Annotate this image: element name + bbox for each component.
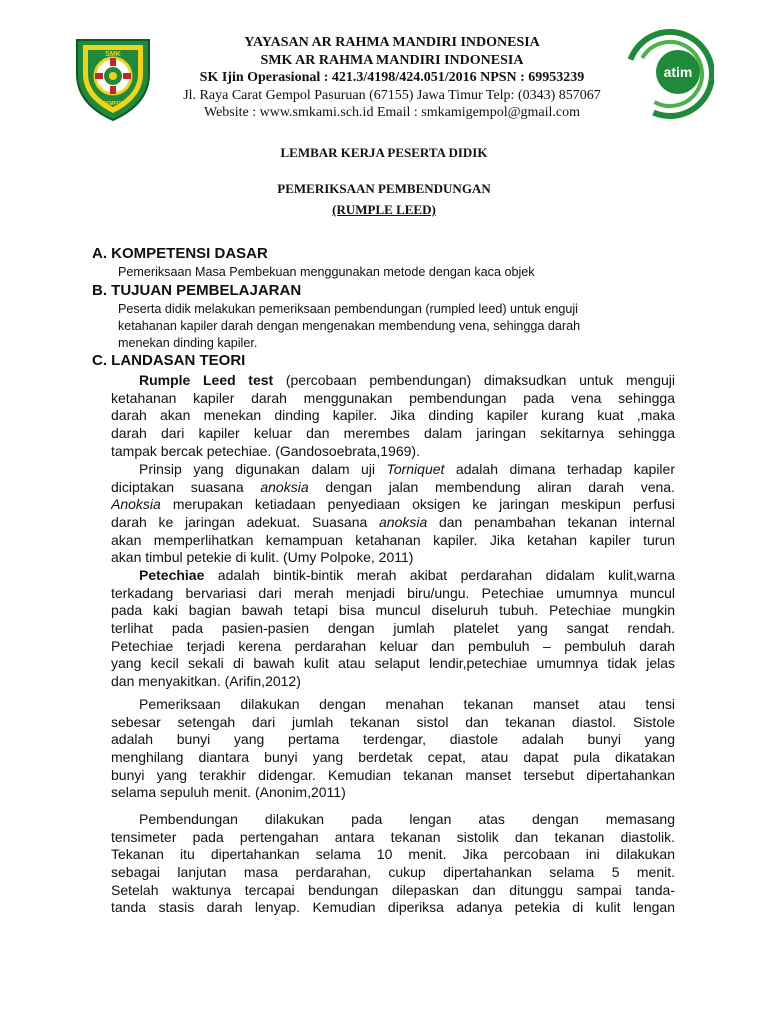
topic-subtitle: (RUMPLE LEED) (332, 202, 436, 217)
text-line: diciptakan suasana anoksia dengan jalan membendung aliran darah vena. (111, 478, 675, 495)
section-c-heading: C. LANDASAN TEORI (92, 352, 246, 369)
academy-logo (622, 24, 714, 124)
text-line: Rumple Leed test (percobaan pembendungan) dimaksudkan untuk menguji (139, 372, 675, 388)
text-line: pada kaki bagian bawah tetapi bisa muncul diseluruh tubuh. Petechiae mungkin (111, 602, 675, 619)
text-line: sebagai lanjutan masa perdarahan, cukup dipertahankan selama 5 menit. (111, 864, 675, 881)
text-line: selama sepuluh menit. (Anonim,2011) (111, 784, 346, 801)
school-logo (69, 34, 157, 124)
paragraph-pemeriksaan (111, 696, 675, 802)
text-line: Setelah waktunya tercapai bendungan dilepaskan dan ditunggu sampai tanda- (111, 881, 675, 898)
text-line: tanda stasis darah lenyap. Kemudian diperiksa adanya petekia di kulit lengan (111, 899, 675, 916)
text-line: yang kecil sekali di bawah kulit atau selaput lendir,petechiae umumnya tidak jelas (111, 655, 675, 672)
term-bold: Petechiae (139, 567, 205, 583)
text-line: darah ke jaringan adekuat. Suasana anoksia dan penambahan tekanan internal (111, 514, 675, 531)
svg-text:SMK: SMK (105, 51, 121, 58)
text-line: tensimeter pada pertengahan antara tekanan sistolik dan tekanan diastolik. (111, 828, 675, 845)
section-b-heading: B. TUJUAN PEMBELAJARAN (92, 282, 302, 299)
paragraph-pembendungan (111, 811, 675, 917)
worksheet-title: LEMBAR KERJA PESERTA DIDIK (280, 145, 488, 160)
text-line: Prinsip yang digunakan dalam uji Torniquet adalah dimana terhadap kapiler (139, 461, 675, 477)
section-a-text: Pemeriksaan Masa Pembekuan menggunakan metode dengan kaca objek (118, 265, 535, 279)
topic-title: PEMERIKSAAN PEMBENDUNGAN (277, 181, 491, 196)
paragraph-petechiae (111, 567, 675, 691)
letterhead (0, 0, 768, 130)
school-name: SMK AR RAHMA MANDIRI INDONESIA (260, 52, 524, 68)
letterhead-text (150, 34, 634, 122)
svg-text:GEMPOL: GEMPOL (102, 101, 124, 107)
contact-line: Website : www.smkami.sch.id Email : smkamigempol@gmail.com (204, 105, 580, 120)
text-line: bunyi yang terakhir didengar. Kemudian tekanan manset tersebut dipertahankan (111, 766, 675, 783)
paragraph-rumple-leed (111, 372, 675, 460)
svg-text:atim: atim (663, 64, 693, 80)
address-line: Jl. Raya Carat Gempol Pasuruan (67155) Jawa Timur Telp: (0343) 857067 (183, 87, 601, 103)
text-line: akan timbul petekie di kulit. (Umy Polpoke, 2011) (111, 549, 414, 566)
text-line: ketahanan kapiler darah menggunakan pembendungan pada vena sehingga (111, 389, 675, 406)
text-line: dan menyakitkan. (Arifin,2012) (111, 673, 301, 690)
text-line: Pembendungan dilakukan pada lengan atas dengan memasang (139, 811, 675, 827)
text-line: darah dari kapiler keluar dan merembes dalam jaringan sekitarnya sehingga (111, 425, 675, 442)
text-line: tampak bercak petechiae. (Gandosoebrata,1969). (111, 442, 420, 459)
text-line: Petechiae adalah bintik-bintik merah akibat perdarahan didalam kulit,warna (139, 567, 675, 583)
text-line: sebesar setengah dari jumlah tekanan sistol dan tekanan diastol. Sistole (111, 713, 675, 730)
text-line: akan memperlihatkan kemampuan ketahanan kapiler. Jika ketahan kapiler turun (111, 531, 675, 548)
text-line: menekan dinding kapiler. (118, 336, 258, 350)
text-line: menghilang diantara bunyi yang berdetak cepat, atau dapat pula dikatakan (111, 749, 675, 766)
paragraph-prinsip (111, 461, 675, 567)
text-line: Petechiae terjadi kerena perdarahan keluar dan pembuluh – pembuluh darah (111, 637, 675, 654)
text-line: terkadang bervariasi dari merah menjadi biru/ungu. Petechiae umumnya muncul (111, 584, 675, 601)
license-line: SK Ijin Operasional : 421.3/4198/424.051/2016 NPSN : 69953239 (199, 70, 585, 85)
text-line: Tekanan itu dipertahankan selama 10 menit. Jika percobaan ini dilakukan (111, 846, 675, 863)
term-bold: Rumple Leed test (139, 372, 274, 388)
text-line: Pemeriksaan dilakukan dengan menahan tekanan manset atau tensi (139, 696, 675, 712)
text-line: adalah bunyi yang pertama terdengar, diastole adalah bunyi yang (111, 731, 675, 748)
text-line: darah akan menekan dinding kapiler. Jika dinding kapiler kurang kuat ,maka (111, 407, 675, 424)
text-line: terlihat pada pasien-pasien dengan jumlah platelet yang sangat rendah. (111, 620, 675, 637)
section-b-text (118, 301, 648, 352)
text-line: Anoksia merupakan ketiadaan penyediaan oksigen ke jaringan meskipun perfusi (111, 496, 675, 513)
foundation-name: YAYASAN AR RAHMA MANDIRI INDONESIA (244, 35, 540, 50)
section-a-heading: A. KOMPETENSI DASAR (92, 245, 268, 262)
text-line: Peserta didik melakukan pemeriksaan pembendungan (rumpled leed) untuk enguji (118, 302, 578, 316)
text-line: ketahanan kapiler darah dengan mengenakan membendung vena, sehingga darah (118, 319, 581, 333)
